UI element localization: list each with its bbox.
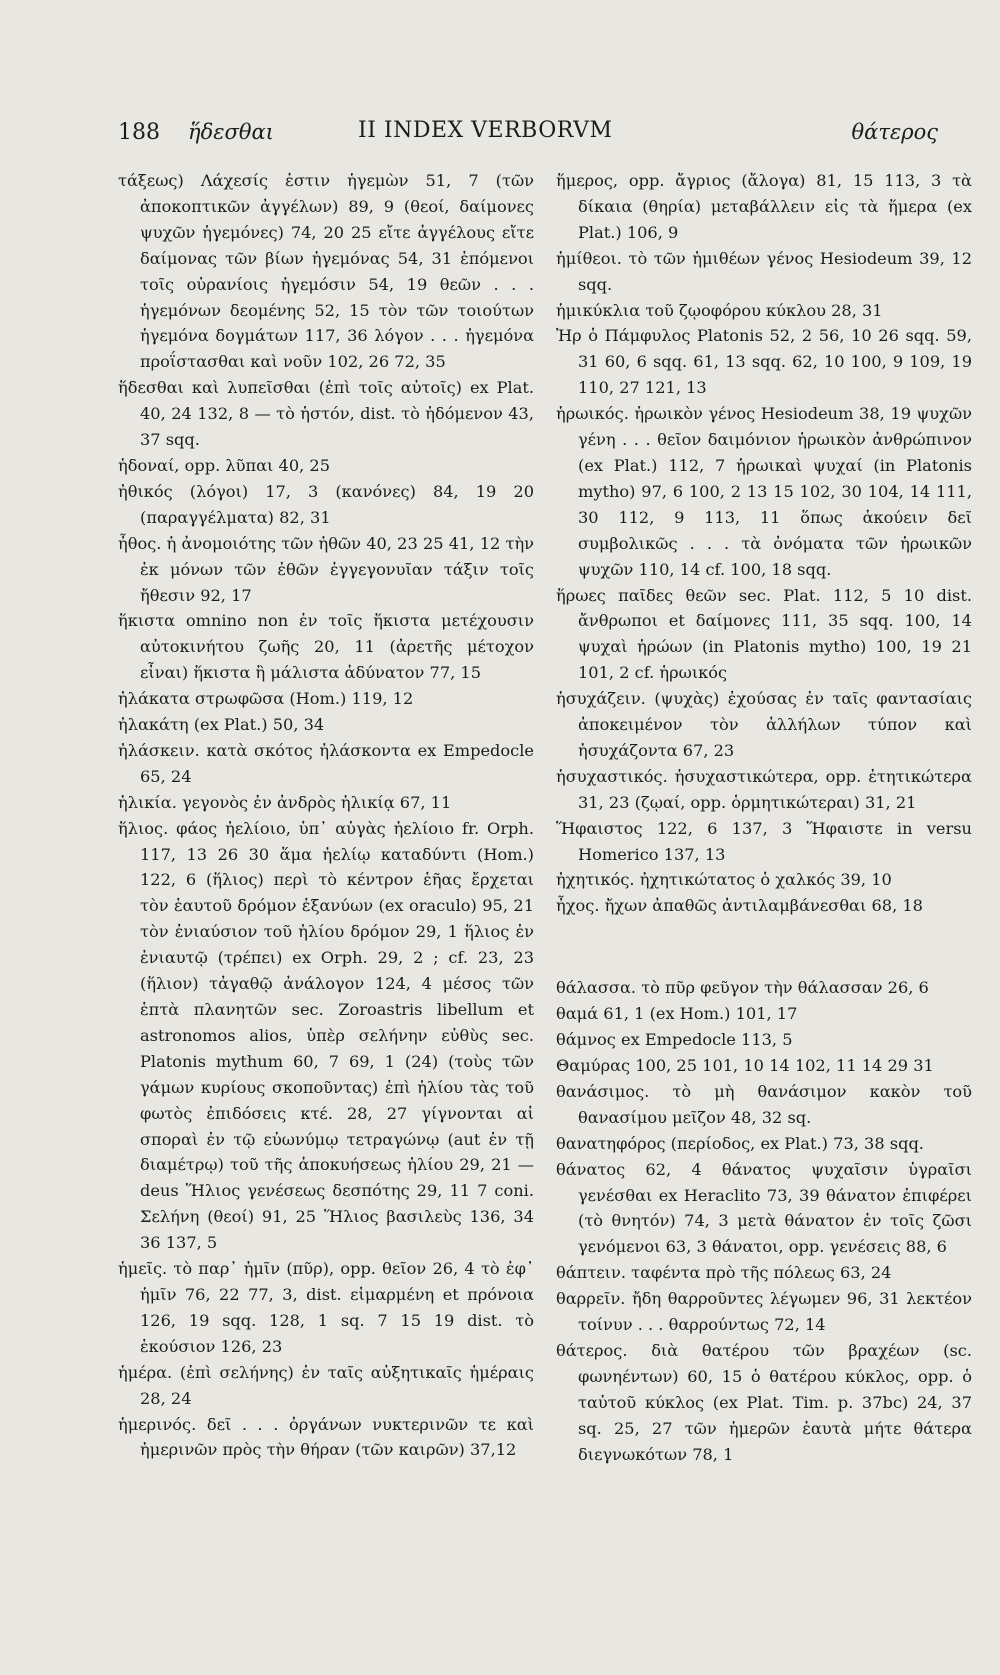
header-left-word: ἥδεσθαι <box>188 120 274 144</box>
index-entry: ἡμερινός. δεῖ . . . ὀργάνων νυκτερινῶν τε καὶ ἡμερινῶν πρὸς τὴν θήραν (τῶν καιρῶν) 37,12 <box>118 1414 534 1460</box>
index-entry: ἥρωες παῖδες θεῶν sec. Plat. 112, 5 10 dist. ἄνθρωποι et δαίμονες 111, 35 sqq. 100, 14 ψυχαὶ ἡρώων (in Platonis mytho) 100, 19 21 101, 2 cf. ἡρωικός <box>556 585 972 683</box>
index-entry: ἥλιος. φάος ἠελίοιο, ὑπ᾽ αὐγὰς ἠελίοιο fr. Orph. 117, 13 26 30 ἅμα ἠελίῳ καταδύντι (Hom.) 122, 6 (ἥλιος) περὶ τὸ κέντρον ἑῆας ἔρχεται τὸν ἑαυτοῦ δρόμον ἐξανύων (ex oraculo) 95, 21 τὸν ἐνιαύσιον τοῦ ἡλίου δρόμον 29, 1 ἥλιος ἐν ἐνιαυτῷ (τρέπει) ex Orph. 29, 2 ; cf. 23, 23 (ἥλιον) τἀγαθῷ ἀνάλογον 124, 4 μέσος τῶν ἑπτὰ πλανητῶν sec. Zoroastris libellum et astronomos alios, ὑπὲρ σελήνην εὐθὺς sec. Platonis mythum 60, 7 69, 1 (24) (τοὺς τῶν γάμων κυρίους σκοποῦντας) ἐπὶ ἡλίου τὰς τοῦ φωτὸς ἐπιδόσεις κτέ. 28, 27 γίγνονται αἱ σποραὶ ἐν τῷ εὐωνύμῳ τετραγώνῳ (aut ἐν τῇ διαμέτρῳ) τοῦ τῆς ἀποκυήσεως ἡλίου 29, 21 — deus Ἥλιος γενέσεως δεσπότης 29, 11 7 coni. Σελήνη (θεοί) 91, 25 Ἥλιος βασιλεὺς 136, 34 36 137, 5 <box>118 818 534 1253</box>
index-entry: ἠλάκατα στρωφῶσα (Hom.) 119, 12 <box>118 689 414 709</box>
index-entry: Θαμύρας 100, 25 101, 10 14 102, 11 14 29 31 <box>556 1056 934 1075</box>
header-right-word: θάτερος <box>851 120 938 144</box>
index-entry: ἡσυχαστικός. ἡσυχαστικώτερα, opp. ἐτητικώτερα 31, 23 (ζῳαί, opp. ὁρμητικώτεραι) 31, 21 <box>556 766 972 812</box>
index-entry: ἠλακάτη (ex Plat.) 50, 34 <box>118 715 325 735</box>
index-entry: θάλασσα. τὸ πῦρ φεῦγον τὴν θάλασσαν 26, 6 <box>556 978 929 998</box>
index-entry: θάπτειν. ταφέντα πρὸ τῆς πόλεως 63, 24 <box>556 1263 892 1283</box>
index-entry: θάμνος ex Empedocle 113, 5 <box>556 1030 793 1050</box>
running-header <box>118 108 972 148</box>
index-entry: ἠχητικός. ἠχητικώτατος ὁ χαλκός 39, 10 <box>556 870 892 890</box>
right-column <box>556 168 972 1468</box>
index-entry: ἡμεῖς. τὸ παρ᾽ ἡμῖν (πῦρ), opp. θεῖον 26, 4 τὸ ἐφ᾽ ἡμῖν 76, 22 77, 3, dist. εἱμαρμένη et πρόνοια 126, 19 sqq. 128, 1 sq. 7 15 19 dist. τὸ ἑκούσιον 126, 23 <box>118 1259 534 1356</box>
index-entry: Ἠρ ὁ Πάμφυλος Platonis 52, 2 56, 10 26 sqq. 59, 31 60, 6 sqq. 61, 13 sqq. 62, 10 100, 9 109, 19 110, 27 121, 13 <box>556 326 972 398</box>
index-entry: ἦθος. ἡ ἀνομοιότης τῶν ἠθῶν 40, 23 25 41, 12 τὴν ἐκ μόνων τῶν ἐθῶν ἐγγεγονυῖαν τάξιν τοῖς ἤθεσιν 92, 17 <box>118 533 534 605</box>
index-entry: ἦχος. ἤχων ἀπαθῶς ἀντιλαμβάνεσθαι 68, 18 <box>556 896 923 916</box>
index-entry: ἡμικύκλια τοῦ ζῳοφόρου κύκλου 28, 31 <box>556 300 883 320</box>
index-entry: ἥκιστα omnino non ἐν τοῖς ἥκιστα μετέχουσιν αὐτοκινήτου ζωῆς 20, 11 (ἀρετῆς μέτοχον εἶναι) ἥκιστα ἢ μάλιστα ἀδύνατον 77, 15 <box>118 611 534 683</box>
index-entry: Ἥφαιστος 122, 6 137, 3 Ἥφαιστε in versu Homerico 137, 13 <box>556 818 972 864</box>
index-entry: ἡσυχάζειν. (ψυχὰς) ἐχούσας ἐν ταῖς φαντασίαις ἀποκειμένον τὸν ἀλλήλων τύπον καὶ ἡσυχάζοντα 67, 23 <box>556 689 972 760</box>
index-entry: ἡμίθεοι. τὸ τῶν ἡμιθέων γένος Hesiodeum 39, 12 sqq. <box>556 248 972 294</box>
index-entry: θαρρεῖν. ἤδη θαρροῦντες λέγωμεν 96, 31 λεκτέον τοίνυν . . . θαρρούντως 72, 14 <box>556 1289 972 1335</box>
index-entry: ἡμέρα. (ἐπὶ σελήνης) ἐν ταῖς αὐξητικαῖς ἡμέραις 28, 24 <box>118 1362 534 1408</box>
index-entry: θανάσιμος. τὸ μὴ θανάσιμον κακὸν τοῦ θανασίμου μεῖζον 48, 32 sq. <box>556 1081 972 1127</box>
index-entry: θανατηφόρος (περίοδος, ex Plat.) 73, 38 sqq. <box>556 1133 924 1153</box>
index-entry: ἥδεσθαι καὶ λυπεῖσθαι (ἐπὶ τοῖς αὐτοῖς) ex Plat. 40, 24 132, 8 — τὸ ἡστόν, dist. τὸ ἡδόμενον 43, 37 sqq. <box>118 378 534 450</box>
left-column <box>118 168 534 1468</box>
index-entry: ἡλικία. γεγονὸς ἐν ἀνδρὸς ἡλικίᾳ 67, 11 <box>118 792 452 812</box>
header-title: II INDEX VERBORVM <box>358 118 613 143</box>
index-entry: ἥμερος, opp. ἄγριος (ἄλογα) 81, 15 113, 3 τὰ δίκαια (θηρία) μεταβάλλειν εἰς τὰ ἥμερα (ex Plat.) 106, 9 <box>556 171 972 242</box>
index-entry: ἡρωικός. ἡρωικὸν γένος Hesiodeum 38, 19 ψυχῶν γένη . . . θεῖον δαιμόνιον ἡρωικὸν ἀνθρώπινον (ex Plat.) 112, 7 ἡρωικαὶ ψυχαί (in Platonis mytho) 97, 6 100, 2 13 15 102, 30 104, 14 111, 30 112, 9 113, 11 ὅπως ἀκούειν δεῖ συμβολικῶς . . . τὰ ὀνόματα τῶν ἡρωικῶν ψυχῶν 110, 14 cf. 100, 18 sqq. <box>556 404 972 579</box>
columns <box>118 168 972 1468</box>
index-entry: ἡδοναί, opp. λῦπαι 40, 25 <box>118 455 331 475</box>
section-gap <box>556 935 972 959</box>
index-entry: θάνατος 62, 4 θάνατος ψυχαῖσιν ὑγραῖσι γενέσθαι ex Heraclito 73, 39 θάνατον ἐπιφέρει (τὸ θνητόν) 74, 3 μετὰ θάνατον ἐν τοῖς ζῶσι γενόμενοι 63, 3 θάνατοι, opp. γενέσεις 88, 6 <box>556 1159 972 1257</box>
index-entry: τάξεως) Λάχεσίς ἐστιν ἡγεμὼν 51, 7 (τῶν ἀποκοπτικῶν ἀγγέλων) 89, 9 (θεοί, δαίμονες ψυχῶν ἡγεμόνες) 74, 20 25 εἴτε ἀγγέλους εἴτε δαίμονας τῶν βίων ἡγεμόνας 54, 31 ἑπόμενοι τοῖς οὐρανίοις ἡγεμόσιν 54, 19 θεῶν . . . ἡγεμόνων δεομένης 52, 15 τὸν τῶν τοιούτων ἡγεμόνα δογμάτων 117, 36 λόγον . . . ἡγεμόνα προΐστασθαι καὶ νοῦν 102, 26 72, 35 <box>118 171 534 372</box>
index-entry: θάτερος. διὰ θατέρου τῶν βραχέων (sc. φωνηέντων) 60, 15 ὁ θατέρου κύκλος, opp. ὁ ταὐτοῦ κύκλος (ex Plat. Tim. p. 37bc) 24, 37 sq. 25, 27 τῶν ἡμερῶν ἑαυτὰ μήτε θάτερα διεγνωκότων 78, 1 <box>556 1340 972 1464</box>
index-entry: ἠλάσκειν. κατὰ σκότος ἠλάσκοντα ex Empedocle 65, 24 <box>118 740 534 786</box>
index-entry: ἠθικός (λόγοι) 17, 3 (κανόνες) 84, 19 20 (παραγγέλματα) 82, 31 <box>118 481 534 527</box>
page-number: 188 <box>118 120 160 145</box>
index-entry: θαμά 61, 1 (ex Hom.) 101, 17 <box>556 1004 798 1024</box>
